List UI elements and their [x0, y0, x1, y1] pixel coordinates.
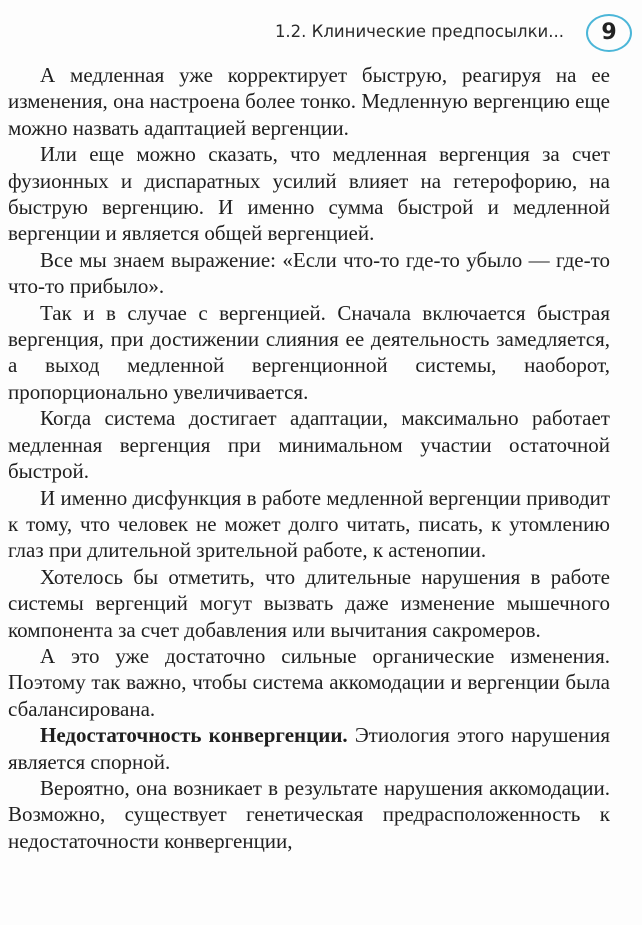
- section-term: Недостаточность конвергенции.: [40, 723, 348, 748]
- paragraph: А медленная уже корректирует быструю, реагируя на ее изменения, она настроена более тонко. Медленную вергенцию еще можно назвать адаптацией вергенции.: [8, 63, 610, 140]
- paragraph: [8, 722, 610, 775]
- paragraph: Вероятно, она возникает в результате нарушения аккомодации. Возможно, существует генетическая предрасположенность к недостаточности конвергенции,: [8, 775, 610, 853]
- page-number-badge: 9: [586, 14, 632, 52]
- running-title: 1.2. Клинические предпосылки...: [274, 22, 564, 41]
- paragraph: А это уже достаточно сильные органические изменения. Поэтому так важно, чтобы система аккомодации и вергенции была сбалансирована.: [8, 643, 610, 721]
- paragraph: Когда система достигает адаптации, максимально работает медленная вергенция при минимальном участии остаточной быстрой.: [8, 406, 610, 484]
- paragraph: Так и в случае с вергенцией. Сначала включается быстрая вергенция, при достижении слияния ее деятельность замедляется, а выход медленной вергенционной системы, наоборот, пропорционально увеличивается.: [8, 300, 610, 404]
- paragraph-text: Этиология этого нарушения является спорной.: [8, 723, 610, 774]
- running-header: [0, 14, 642, 54]
- paragraph: И именно дисфункция в работе медленной вергенции приводит к тому, что человек не может долго читать, писать, к утомлению глаз при длительной зрительной работе, к астенопии.: [8, 485, 610, 563]
- body-text: [8, 62, 610, 854]
- paragraph: Все мы знаем выражение: «Если что-то где-то убыло — где-то что-то прибыло».: [8, 247, 610, 299]
- paragraph: Или еще можно сказать, что медленная вергенция за счет фузионных и диспаратных усилий влияет на гетерофорию, на быструю вергенцию. И именно сумма быстрой и медленной вергенции и является общей вергенцией.: [8, 142, 610, 246]
- paragraph: Хотелось бы отметить, что длительные нарушения в работе системы вергенций могут вызвать даже изменение мышечного компонента за счет добавления или вычитания сакромеров.: [8, 564, 610, 642]
